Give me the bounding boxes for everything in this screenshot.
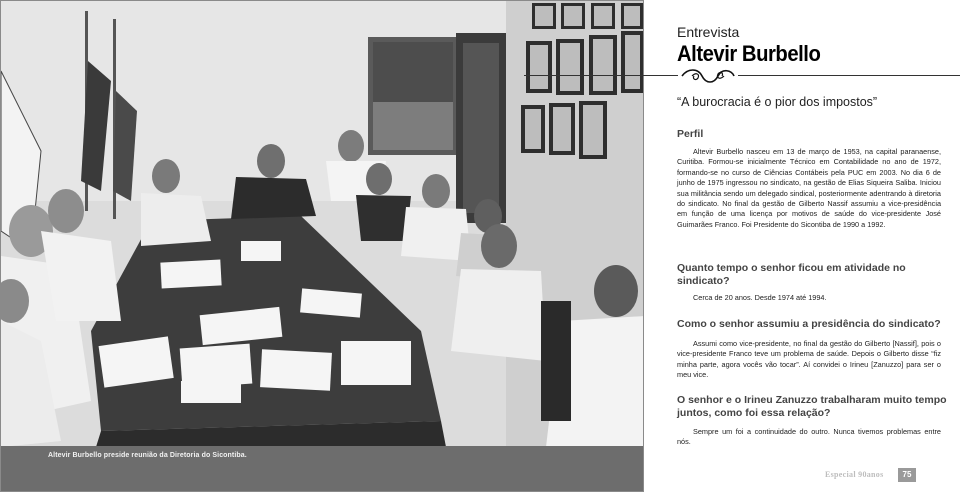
flourish-ornament-icon <box>678 66 738 86</box>
photo-caption: Altevir Burbello preside reunião da Diretoria do Sicontiba. <box>48 452 247 459</box>
pull-quote: “A burocracia é o pior dos impostos” <box>677 95 878 109</box>
meeting-photo-illustration <box>1 1 644 447</box>
heading-question-1: Quanto tempo o senhor ficou em atividade no sindicato? <box>677 262 906 287</box>
heading-perfil: Perfil <box>677 128 704 140</box>
heading-question-3: O senhor e o Irineu Zanuzzo trabalharam muito tempo juntos, como foi essa relação? <box>677 394 947 419</box>
answer-2: Assumi como vice-presidente, no final da gestão do Gilberto [Nassif], pois o vice-presidente Franco teve um problema de saúde. Depois o Gilberto disse “fiz minha parte, agora vocês vão tocar”. Aí convidei o Irineu [Zanuzzo] para ser o meu vice. <box>677 339 941 380</box>
interviewee-name: Altevir Burbello <box>677 41 821 66</box>
heading-question-2: Como o senhor assumiu a presidência do sindicato? <box>677 318 941 330</box>
page-number: 75 <box>898 468 916 482</box>
article-page <box>644 0 960 492</box>
footer-series-label: Especial 90anos <box>825 470 884 479</box>
answer-3: Sempre um foi a continuidade do outro. Nunca tivemos problemas entre nós. <box>677 427 941 447</box>
answer-1: Cerca de 20 anos. Desde 1974 até 1994. <box>693 293 827 302</box>
section-kicker: Entrevista <box>677 24 740 40</box>
paragraph-perfil: Altevir Burbello nasceu em 13 de março de 1953, na capital paranaense, Curitiba. Formou-se inicialmente Técnico em Contabilidade no ano de 1972, formando-se no curso de Ciências Contábeis pela PUC em 2003. No dia 6 de junho de 1975 ingressou no sindicato, na gestão de Elias Siqueira Saliba. Iniciou sua militância sendo um delegado sindical, posteriormente adentrando à diretoria do sindicato. No final da gestão de Gilberto Nassif assumiu a vice-presidência em função de uma licença por motivos de saúde do vice-presidente José Guimarães Franco. Foi Presidente do Sicontiba de 1990 a 1992. <box>677 147 941 229</box>
header-rule <box>524 75 960 76</box>
